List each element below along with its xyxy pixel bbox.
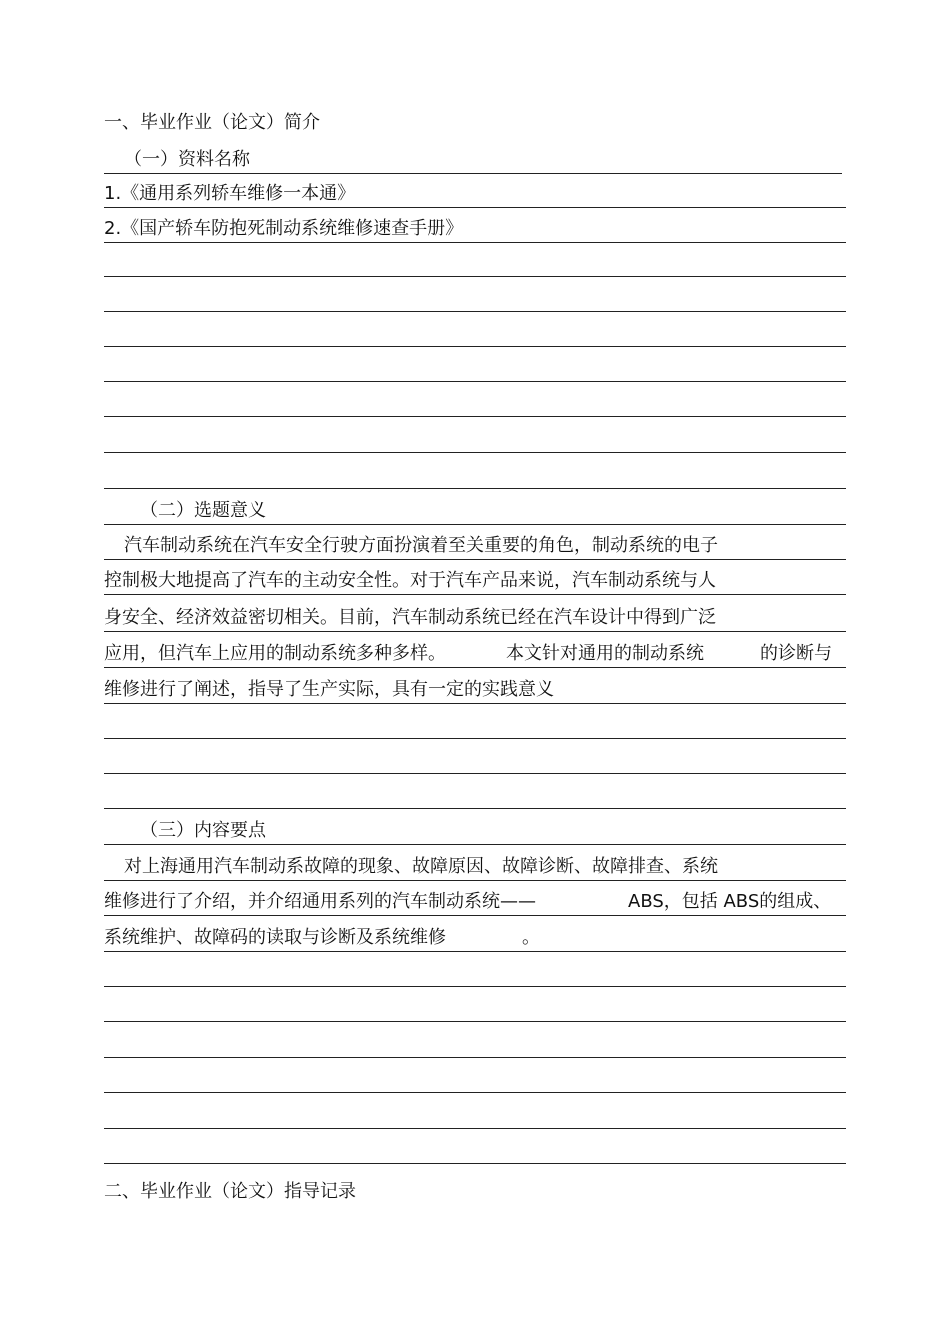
paragraph-line-segment: ABS，包括 ABS的组成、 [628,891,832,912]
section2-title: 二、毕业作业（论文）指导记录 [104,1181,356,1202]
paragraph-line: 对上海通用汽车制动系故障的现象、故障原因、故障诊断、故障排查、系统 [124,856,718,877]
significance-subtitle: （二）选题意义 [140,500,266,521]
ruled-line [104,489,846,525]
blank-ruled-line [104,1057,846,1093]
material-item: 1.《通用系列轿车维修一本通》 [104,183,356,204]
blank-ruled-line [104,951,846,987]
ruled-line [104,916,846,952]
paragraph-line: 应用，但汽车上应用的制动系统多种多样。 [104,643,446,664]
paragraph-line: 控制极大地提高了汽车的主动安全性。对于汽车产品来说，汽车制动系统与人 [104,570,716,591]
blank-ruled-line [104,453,846,489]
paragraph-line-segment: 。 [522,927,540,948]
blank-ruled-line [104,1093,846,1129]
materials-subtitle: （一）资料名称 [124,149,250,170]
blank-ruled-line [104,381,846,417]
ruled-line [104,559,846,595]
paragraph-line: 汽车制动系统在汽车安全行驶方面扮演着至关重要的角色，制动系统的电子 [124,535,718,556]
blank-ruled-line [104,1022,846,1058]
ruled-line [104,524,846,560]
ruled-line [104,668,846,704]
ruled-line [104,138,842,174]
blank-ruled-line [104,311,846,347]
ruled-line [104,880,846,916]
paragraph-line: 维修进行了阐述，指导了生产实际，具有一定的实践意义 [104,679,554,700]
blank-ruled-line [104,703,846,739]
blank-ruled-line [104,346,846,382]
section1-title: 一、毕业作业（论文）简介 [104,112,320,133]
ruled-line [104,845,846,881]
ruled-line [104,809,846,845]
blank-ruled-line [104,241,846,277]
paragraph-line: 身安全、经济效益密切相关。目前，汽车制动系统已经在汽车设计中得到广泛 [104,607,716,628]
ruled-line [104,172,846,208]
blank-ruled-line [104,773,846,809]
ruled-line [104,596,846,632]
blank-ruled-line [104,1128,846,1164]
blank-ruled-line [104,276,846,312]
ruled-line [104,632,846,668]
blank-ruled-line [104,986,846,1022]
ruled-line [104,207,846,243]
blank-ruled-line [104,417,846,453]
blank-ruled-line [104,738,846,774]
paragraph-line-segment: 的诊断与 [760,643,832,664]
paragraph-line: 维修进行了介绍，并介绍通用系列的汽车制动系统—— [104,891,536,912]
material-item: 2.《国产轿车防抱死制动系统维修速查手册》 [104,218,464,239]
paragraph-line: 系统维护、故障码的读取与诊断及系统维修 [104,927,446,948]
content-subtitle: （三）内容要点 [140,820,266,841]
paragraph-line-segment: 本文针对通用的制动系统 [506,643,704,664]
